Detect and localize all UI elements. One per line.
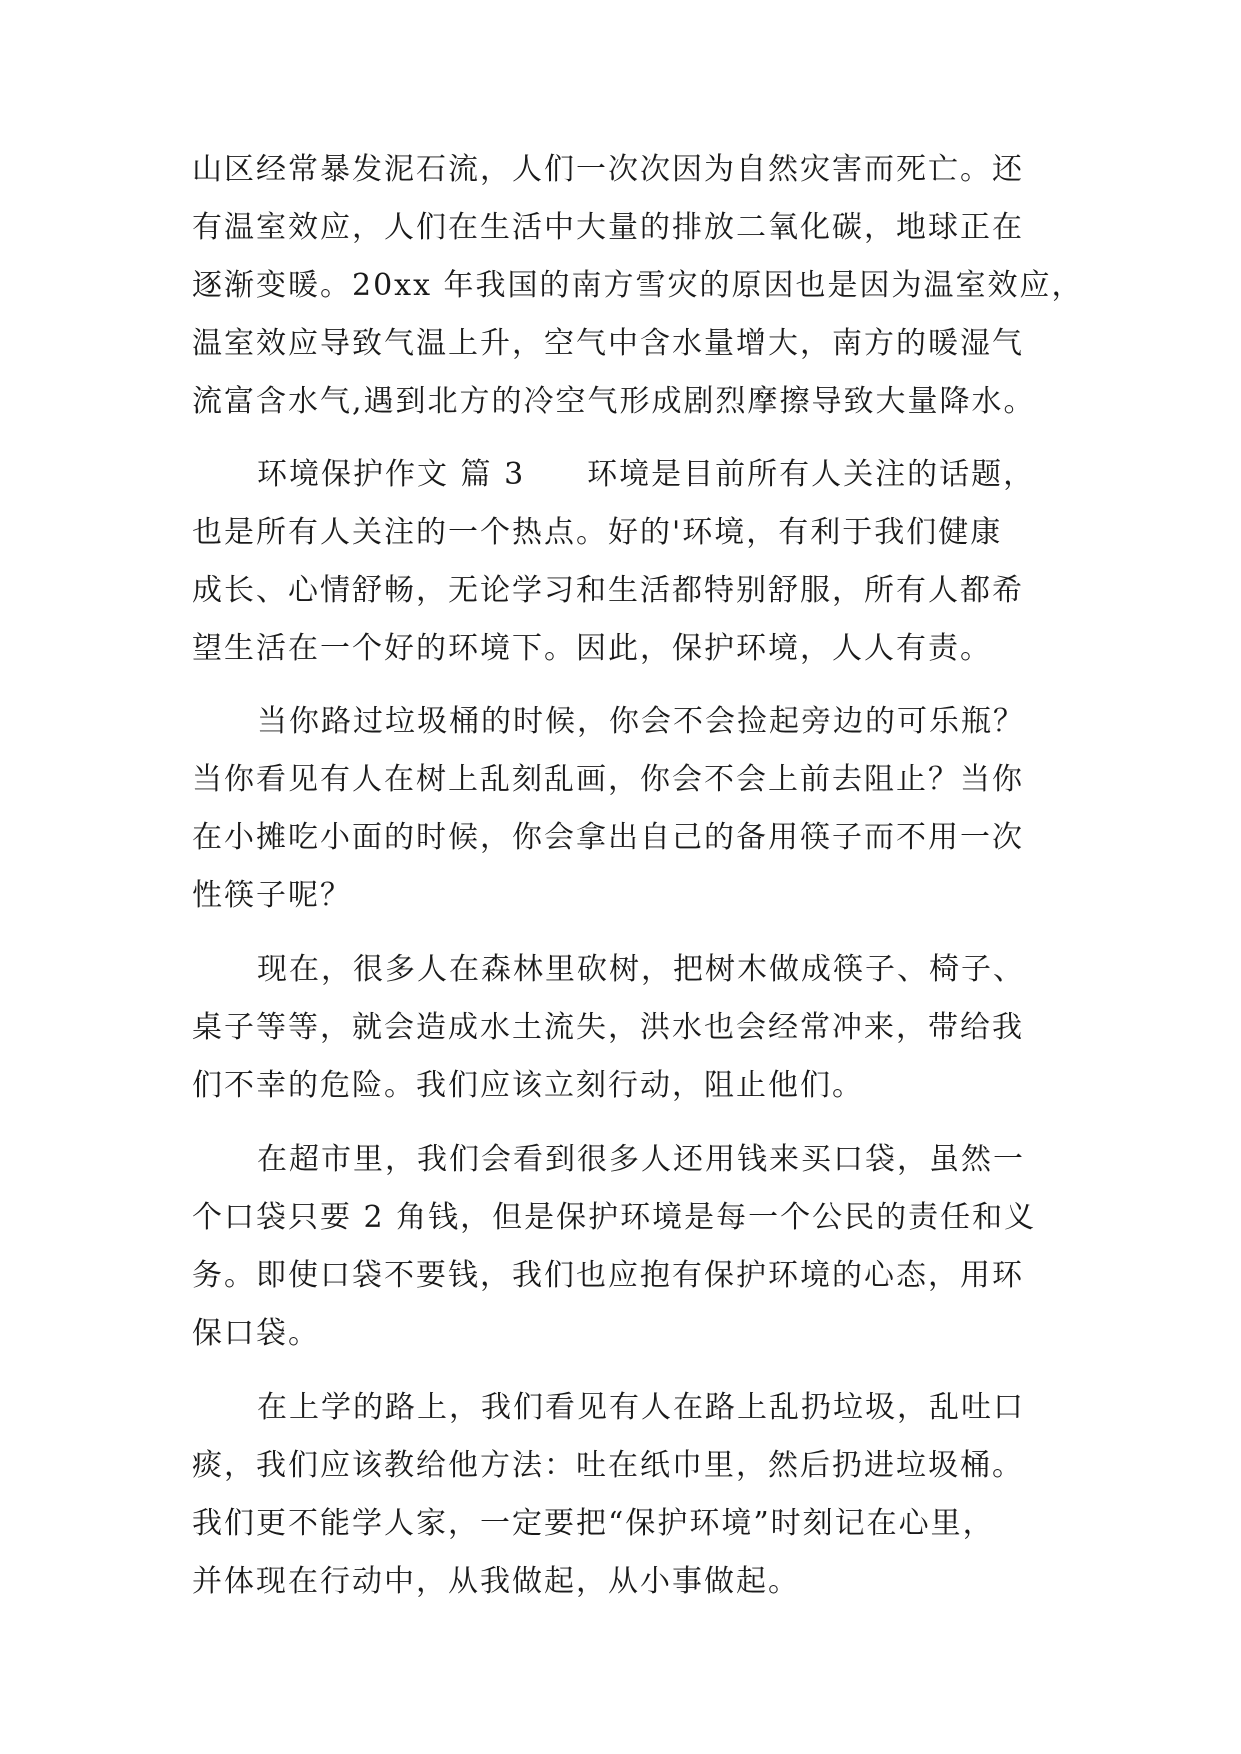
text-line: 当你看见有人在树上乱刻乱画，你会不会上前去阻止？当你 <box>192 762 1024 797</box>
section-heading: 环境保护作文 篇 3 <box>257 457 526 492</box>
text-line: 有温室效应，人们在生活中大量的排放二氧化碳，地球正在 <box>192 210 1024 245</box>
section-heading-line <box>257 455 1157 495</box>
text-line: 保口袋。 <box>192 1316 320 1351</box>
text-line: 个口袋只要 2 角钱，但是保护环境是每一个公民的责任和义 <box>192 1200 1037 1235</box>
text-line: 在超市里，我们会看到很多人还用钱来买口袋，虽然一 <box>257 1142 1025 1177</box>
text-line: 山区经常暴发泥石流，人们一次次因为自然灾害而死亡。还 <box>192 152 1024 187</box>
text-line: 温室效应导致气温上升，空气中含水量增大，南方的暖湿气 <box>192 326 1024 361</box>
text-line: 流富含水气,遇到北方的冷空气形成剧烈摩擦导致大量降水。 <box>192 384 1036 419</box>
text-line: 我们更不能学人家，一定要把“保护环境”时刻记在心里， <box>192 1506 995 1541</box>
text-line: 痰，我们应该教给他方法：吐在纸巾里，然后扔进垃圾桶。 <box>192 1448 1024 1483</box>
text-line: 性筷子呢？ <box>192 878 352 913</box>
text-line: 务。即使口袋不要钱，我们也应抱有保护环境的心态，用环 <box>192 1258 1024 1293</box>
text-line: 成长、心情舒畅，无论学习和生活都特别舒服，所有人都希 <box>192 573 1024 608</box>
text-line: 在小摊吃小面的时候，你会拿出自己的备用筷子而不用一次 <box>192 820 1024 855</box>
text-line: 逐渐变暖。20xx 年我国的南方雪灾的原因也是因为温室效应， <box>192 268 1084 303</box>
text-line: 在上学的路上，我们看见有人在路上乱扔垃圾，乱吐口 <box>257 1390 1025 1425</box>
text-line: 现在，很多人在森林里砍树，把树木做成筷子、椅子、 <box>257 952 1025 987</box>
text-span: 环境是目前所有人关注的话题， <box>587 457 1036 492</box>
text-line: 并体现在行动中，从我做起，从小事做起。 <box>192 1564 800 1599</box>
text-line: 望生活在一个好的环境下。因此，保护环境，人人有责。 <box>192 631 992 666</box>
text-line: 也是所有人关注的一个热点。好的'环境，有利于我们健康 <box>192 515 1003 550</box>
text-line: 们不幸的危险。我们应该立刻行动，阻止他们。 <box>192 1068 864 1103</box>
text-line: 当你路过垃圾桶的时候，你会不会捡起旁边的可乐瓶？ <box>257 704 1025 739</box>
text-line: 桌子等等，就会造成水土流失，洪水也会经常冲来，带给我 <box>192 1010 1024 1045</box>
